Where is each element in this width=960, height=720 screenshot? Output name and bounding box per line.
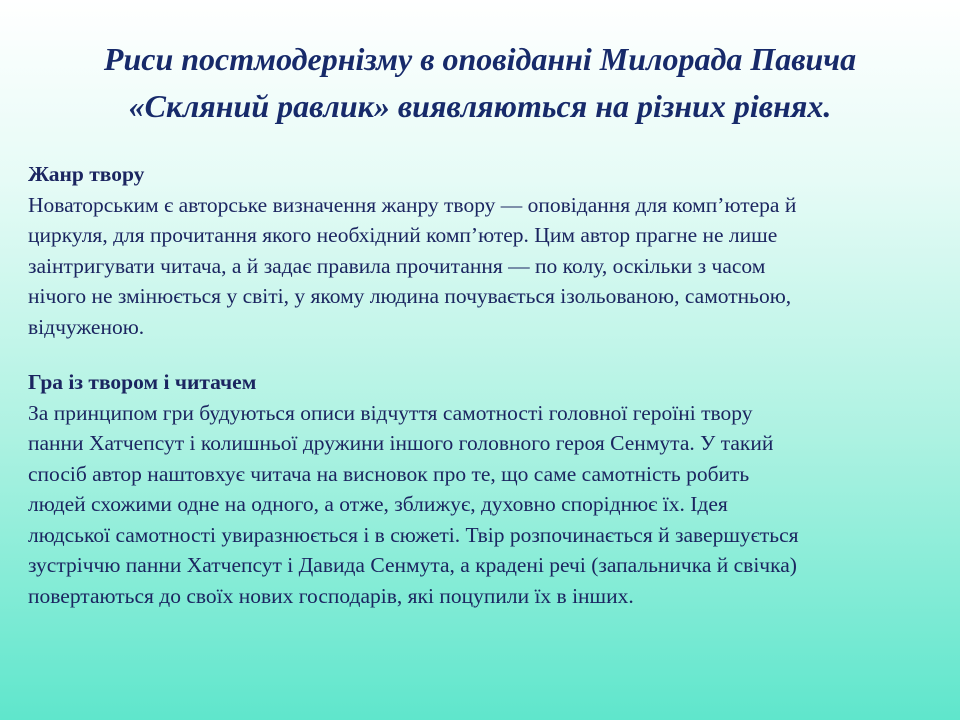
paragraph-line: людської самотності увиразнюється і в сюжеті. Твір розпочинається й завершується (28, 522, 799, 547)
paragraph-line: панни Хатчепсут і колишньої дружини іншого головного героя Сенмута. У такий (28, 431, 774, 455)
paragraph-line: циркуля, для прочитання якого необхідний комп’ютер. Цим автор прагне не лише (28, 223, 778, 247)
paragraph-line: нічого не змінюється у світі, у якому людина почувається ізольованою, самотньою, (28, 284, 792, 308)
slide-title (10, 36, 950, 130)
section-heading-genre: Жанр твору (28, 162, 145, 186)
section-heading-game: Гра із твором і читачем (28, 370, 257, 394)
slide-title-line: «Скляний равлик» виявляються на різних рівнях. (128, 88, 832, 124)
paragraph-line: За принципом гри будуються описи відчуття самотності головної героїні твору (28, 400, 753, 425)
paragraph-line: людей схожими одне на одного, а отже, зближує, духовно споріднює їх. Ідея (28, 492, 728, 516)
section-genre (28, 159, 938, 342)
paragraph-line: повертаються до своїх нових господарів, які поцупили їх в інших. (28, 583, 634, 608)
paragraph-line: спосіб автор наштовхує читача на висновок про те, що саме самотність робить (28, 461, 750, 486)
paragraph-line: Новаторським є авторське визначення жанру твору — оповідання для комп’ютера й (28, 192, 797, 217)
paragraph-line: зустріччю панни Хатчепсут і Давида Сенмута, а крадені речі (запальничка й свічка) (28, 553, 797, 577)
section-game (28, 367, 938, 611)
slide-title-line: Риси постмодернізму в оповіданні Милорада Павича (103, 41, 857, 77)
paragraph-line: відчуженою. (28, 314, 145, 339)
paragraph-line: заінтригувати читача, а й задає правила прочитання — по колу, оскільки з часом (28, 253, 766, 278)
